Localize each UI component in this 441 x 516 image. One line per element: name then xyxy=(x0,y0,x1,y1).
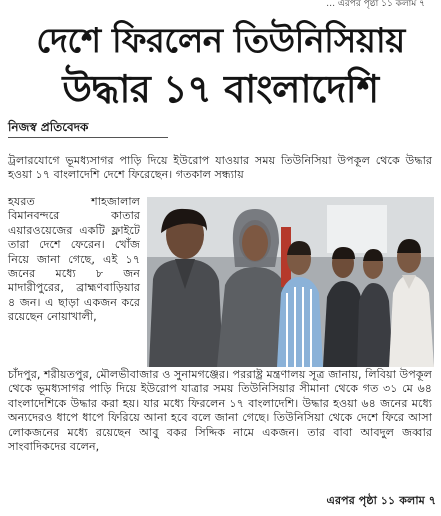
article-lead-paragraph: ট্রলারযোগে ভূমধ্যসাগর পাড়ি দিয়ে ইউরোপ যাওয়ার সময় তিউনিসিয়া উপকূল থেকে উদ্ধার হওয়া ১৭ বাংলাদেশি দেশে ফিরেছেন। গতকাল সন্ধ্যায় xyxy=(8,154,432,182)
continued-on-page: এরপর পৃষ্ঠা ১১ কলাম ৭ xyxy=(326,494,436,507)
news-photo xyxy=(147,197,434,367)
headline-line-2: উদ্ধার ১৭ বাংলাদেশি xyxy=(62,67,379,111)
article-left-column: হযরত শাহজালাল বিমানবন্দরে কাতার এয়ারওয়েজের একটি ফ্লাইটে তারা দেশে ফেরেন। খোঁজ নিয়ে জানা গেছে, এই ১৭ জনের মধ্যে ৮ জন মাদারীপুরের, ব্রাহ্মণবাড়িয়ার ৪ জন। এ ছাড়া একজন করে রয়েছেন নোয়াখালী, xyxy=(8,195,140,324)
page-header-text: … এরপর পৃষ্ঠা ১১ কলাম ৭ xyxy=(326,0,425,9)
headline-line-1: দেশে ফিরলেন তিউনিসিয়ায় xyxy=(36,21,405,61)
photo-illustration xyxy=(147,197,434,367)
article-main-paragraph: চাঁদপুর, শরীয়তপুর, মৌলভীবাজার ও সুনামগঞ্জের। পররাষ্ট্র মন্ত্রণালয় সূত্র জানায়, লিবিয়া উপকূল থেকে ভূমধ্যসাগর পাড়ি দিয়ে ইউরোপ যাত্রার সময় তিউনিসিয়ার সীমানা থেকে গত ৩১ মে ৬৪ বাংলাদেশিকে উদ্ধার করা হয়। যার মধ্যে ফিরলেন ১৭ বাংলাদেশি। উদ্ধার হওয়া ৬৪ জনের মধ্যে অন্যদেরও ধাপে ধাপে ফিরিয়ে আনা হবে বলে জানা গেছে। তিউনিসিয়া থেকে দেশে ফিরে আসা লোকজনের মধ্যে রয়েছেন আবু বকর সিদ্দিক নামে একজন। তার বাবা আবদুল জব্বার সাংবাদিকদের বলেন, xyxy=(8,368,432,454)
byline: নিজস্ব প্রতিবেদক xyxy=(8,120,89,134)
byline-divider xyxy=(8,137,168,138)
